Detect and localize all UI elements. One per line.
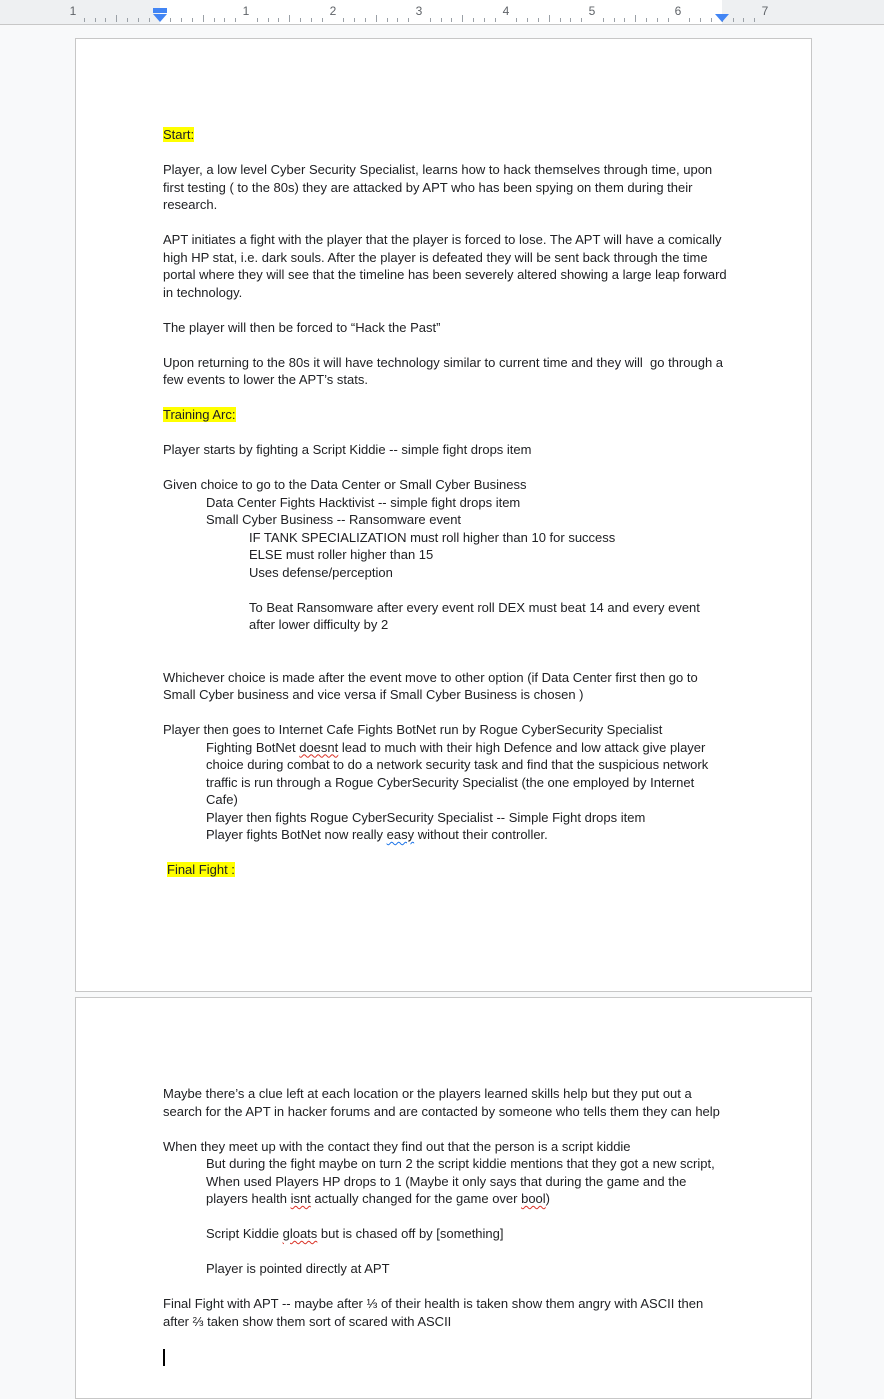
ruler-tick <box>700 18 701 22</box>
ruler-tick <box>376 15 377 22</box>
paragraph: Maybe there’s a clue left at each location or the players learned skills help but they put out a search for the APT in hacker forums and are contacted by someone who tells them they can help <box>163 1086 720 1119</box>
ruler-number: 5 <box>588 4 596 18</box>
heading-training-arc: Training Arc: <box>163 407 236 422</box>
ruler-number: 2 <box>329 4 337 18</box>
ruler-tick <box>495 18 496 22</box>
ruler-tick <box>322 18 323 22</box>
paragraph: Final Fight with APT -- maybe after ⅓ of their health is taken show them angry with ASCII then after ⅔ taken show them sort of scared with ASCII <box>163 1296 707 1329</box>
ruler-number: 3 <box>415 4 423 18</box>
ruler-tick <box>441 18 442 22</box>
ruler-right-margin <box>722 0 884 24</box>
ruler-tick <box>754 18 755 22</box>
ruler-tick <box>570 18 571 22</box>
ruler-tick <box>668 18 669 22</box>
first-line-indent-handle[interactable] <box>153 8 167 13</box>
paragraph: The player will then be forced to “Hack the Past” <box>163 319 441 335</box>
ruler-tick <box>235 18 236 22</box>
ruler-tick <box>516 18 517 22</box>
ruler-tick <box>462 15 463 22</box>
page-1-body[interactable] <box>163 126 731 879</box>
indented-line: When used Players HP drops to 1 (Maybe it only says that during the game and the players health isnt actually changed for the game over bool) <box>206 1173 690 1206</box>
ruler-tick <box>451 18 452 22</box>
indented-line: Small Cyber Business -- Ransomware event <box>206 512 462 527</box>
ruler-tick <box>689 18 690 22</box>
ruler-tick <box>538 18 539 22</box>
ruler-tick <box>387 18 388 22</box>
ruler-tick <box>311 18 312 22</box>
ruler-number: 7 <box>761 4 769 18</box>
ruler-tick <box>397 18 398 22</box>
ruler-tick <box>365 18 366 22</box>
heading-final-fight: Final Fight : <box>167 862 235 877</box>
paragraph: Given choice to go to the Data Center or Small Cyber Business <box>163 477 527 492</box>
ruler-tick <box>711 18 712 22</box>
ruler-tick <box>581 18 582 22</box>
ruler-tick <box>257 18 258 22</box>
paragraph: Player then goes to Internet Cafe Fights BotNet run by Rogue CyberSecurity Specialist <box>163 722 663 737</box>
ruler-tick <box>149 18 150 22</box>
ruler-tick <box>408 18 409 22</box>
ruler-tick <box>614 18 615 22</box>
ruler-tick <box>268 18 269 22</box>
ruler-number: 6 <box>674 4 682 18</box>
ruler-tick <box>138 18 139 22</box>
spelling-error[interactable]: gloats <box>282 1226 318 1241</box>
ruler-tick <box>743 18 744 22</box>
document-page-1[interactable] <box>75 38 812 992</box>
paragraph: APT initiates a fight with the player that the player is forced to lose. The APT will have a comically high HP stat, i.e. dark souls. After the player is defeated they will be sent back through the time portal where they will see that the timeline has been severely altered showing a large leap forward in technology. <box>163 232 731 300</box>
ruler-tick <box>430 18 431 22</box>
ruler-tick <box>343 18 344 22</box>
spelling-error[interactable]: doesnt <box>299 739 339 755</box>
heading-start: Start: <box>163 127 195 142</box>
ruler-tick <box>657 18 658 22</box>
indented-line: Player then fights Rogue CyberSecurity Specialist -- Simple Fight drops item <box>206 809 646 825</box>
ruler-tick <box>603 18 604 22</box>
paragraph: Upon returning to the 80s it will have technology similar to current time and they will go through a few events to lower the APT’s stats. <box>163 354 727 387</box>
ruler-tick <box>484 18 485 22</box>
ruler-tick <box>527 18 528 22</box>
text-cursor <box>163 1349 165 1366</box>
ruler-tick <box>646 18 647 22</box>
grammar-suggestion[interactable]: easy <box>386 827 415 842</box>
indented-line: Fighting BotNet doesnt lead to much with their high Defence and low attack give player choice during combat to do a network security task and find that the suspicious network traffic is run through a Rogue CyberSecurity Specialist (the one employed by Internet Cafe) <box>206 739 712 807</box>
ruler-tick <box>192 18 193 22</box>
ruler-tick <box>84 18 85 22</box>
spelling-error[interactable]: isnt <box>290 1191 311 1206</box>
horizontal-ruler[interactable] <box>0 0 884 25</box>
document-page-2[interactable] <box>75 997 812 1399</box>
paragraph: Player starts by fighting a Script Kiddie -- simple fight drops item <box>163 442 532 457</box>
left-indent-handle[interactable] <box>153 14 167 22</box>
ruler-left-margin <box>0 0 160 24</box>
ruler-tick <box>224 18 225 22</box>
ruler-tick <box>560 18 561 22</box>
ruler-tick <box>635 15 636 22</box>
page-2-body[interactable] <box>163 1085 728 1366</box>
indented-line: Player fights BotNet now really easy without their controller. <box>206 827 548 842</box>
indented-line: Data Center Fights Hacktivist -- simple fight drops item <box>206 494 521 510</box>
paragraph: When they meet up with the contact they find out that the person is a script kiddie <box>163 1138 631 1154</box>
ruler-tick <box>116 15 117 22</box>
ruler-tick <box>549 15 550 22</box>
ruler-number: 1 <box>242 4 250 18</box>
ruler-tick <box>214 18 215 22</box>
indented-line: But during the fight maybe on turn 2 the script kiddie mentions that they got a new script, <box>206 1156 715 1171</box>
ruler-tick <box>289 15 290 22</box>
ruler-number: 1 <box>69 4 77 18</box>
indented-line: Uses defense/perception <box>249 564 393 580</box>
ruler-tick <box>105 18 106 22</box>
indented-line: Player is pointed directly at APT <box>206 1261 390 1276</box>
ruler-tick <box>733 18 734 22</box>
ruler-tick <box>300 18 301 22</box>
ruler-tick <box>624 18 625 22</box>
ruler-tick <box>203 15 204 22</box>
ruler-tick <box>170 18 171 22</box>
ruler-tick <box>127 18 128 22</box>
text-cursor-line[interactable] <box>163 1348 728 1366</box>
ruler-tick <box>354 18 355 22</box>
ruler-number: 4 <box>502 4 510 18</box>
spelling-error[interactable]: bool <box>521 1191 546 1206</box>
ruler-tick <box>181 18 182 22</box>
paragraph: Player, a low level Cyber Security Specialist, learns how to hack themselves through time, upon first testing ( to the 80s) they are attacked by APT who has been spying on them during their research. <box>163 162 716 212</box>
indented-line: IF TANK SPECIALIZATION must roll higher than 10 for success <box>249 529 616 545</box>
ruler-tick <box>473 18 474 22</box>
indented-line: ELSE must roller higher than 15 <box>249 547 434 562</box>
right-indent-handle[interactable] <box>715 14 729 22</box>
ruler-tick <box>95 18 96 22</box>
indented-line: To Beat Ransomware after every event roll DEX must beat 14 and every event after lower difficulty by 2 <box>249 599 704 632</box>
paragraph: Whichever choice is made after the event move to other option (if Data Center first then go to Small Cyber business and vice versa if Small Cyber Business is chosen ) <box>163 669 702 702</box>
indented-line: Script Kiddie gloats but is chased off by [something] <box>206 1226 504 1241</box>
ruler-tick <box>278 18 279 22</box>
